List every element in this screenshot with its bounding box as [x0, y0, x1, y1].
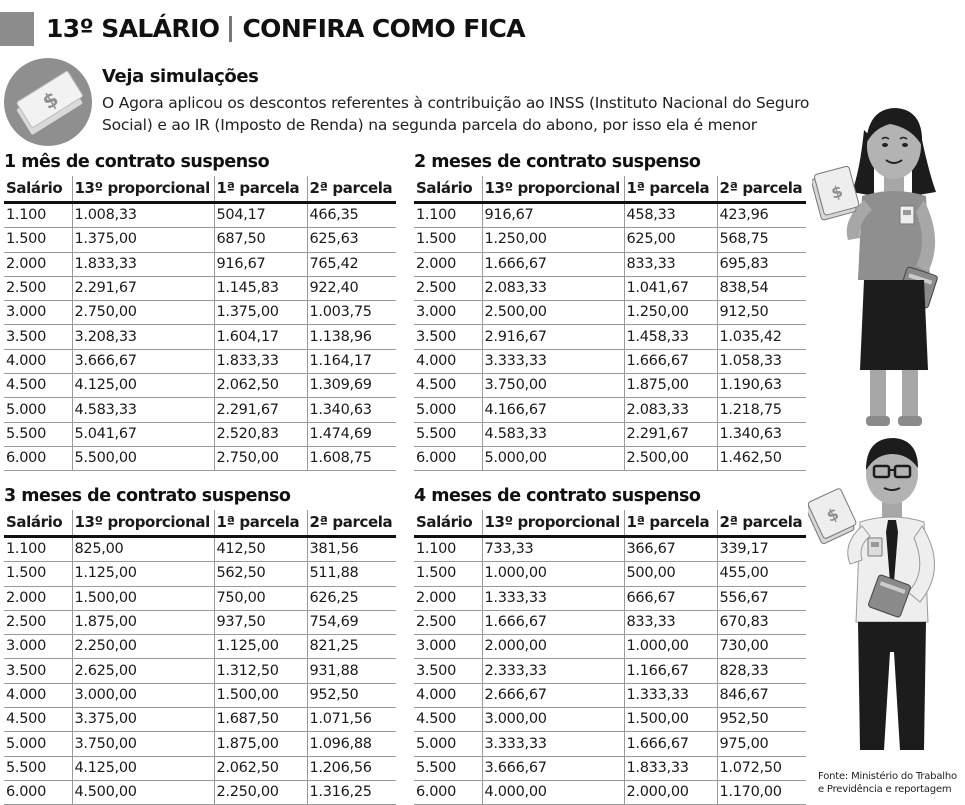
cell-salario: 4.500	[4, 708, 72, 732]
table-row	[4, 252, 396, 276]
cell-1a-parcela: 1.500,00	[214, 683, 307, 707]
cell-2a-parcela: 952,50	[717, 708, 806, 732]
header-square-marker	[0, 12, 34, 46]
table-row	[4, 537, 396, 562]
cell-1a-parcela: 1.375,00	[214, 301, 307, 325]
cell-salario: 5.000	[4, 732, 72, 756]
cell-13-proporcional: 2.625,00	[72, 659, 214, 683]
cell-1a-parcela: 687,50	[214, 228, 307, 252]
cell-1a-parcela: 1.875,00	[624, 374, 717, 398]
cell-salario: 4.500	[414, 708, 482, 732]
cell-1a-parcela: 1.000,00	[624, 635, 717, 659]
simulation-table	[414, 176, 806, 471]
cell-13-proporcional: 3.000,00	[72, 683, 214, 707]
cell-1a-parcela: 500,00	[624, 562, 717, 586]
cell-2a-parcela: 931,88	[307, 659, 396, 683]
cell-13-proporcional: 2.291,67	[72, 276, 214, 300]
column-header-2a-parcela: 2ª parcela	[307, 176, 396, 203]
table-block-4-months	[414, 482, 806, 805]
cell-13-proporcional: 1.125,00	[72, 562, 214, 586]
cell-1a-parcela: 412,50	[214, 537, 307, 562]
cell-salario: 4.000	[4, 683, 72, 707]
cell-2a-parcela: 1.003,75	[307, 301, 396, 325]
table-row	[414, 635, 806, 659]
cell-13-proporcional: 825,00	[72, 537, 214, 562]
cell-1a-parcela: 1.604,17	[214, 325, 307, 349]
cell-1a-parcela: 1.125,00	[214, 635, 307, 659]
table-row	[4, 325, 396, 349]
cell-salario: 3.500	[414, 659, 482, 683]
cell-2a-parcela: 730,00	[717, 635, 806, 659]
cell-13-proporcional: 5.500,00	[72, 446, 214, 470]
cell-2a-parcela: 511,88	[307, 562, 396, 586]
cell-13-proporcional: 3.333,33	[482, 732, 624, 756]
cell-2a-parcela: 952,50	[307, 683, 396, 707]
cell-salario: 2.000	[414, 586, 482, 610]
cell-2a-parcela: 556,67	[717, 586, 806, 610]
table-row	[414, 537, 806, 562]
cell-2a-parcela: 1.206,56	[307, 756, 396, 780]
money-bill-icon	[4, 58, 92, 146]
column-header-2a-parcela: 2ª parcela	[307, 510, 396, 537]
cell-1a-parcela: 2.250,00	[214, 780, 307, 804]
cell-13-proporcional: 4.000,00	[482, 780, 624, 804]
cell-2a-parcela: 1.058,33	[717, 349, 806, 373]
cell-1a-parcela: 2.291,67	[624, 422, 717, 446]
cell-salario: 3.000	[414, 301, 482, 325]
cell-13-proporcional: 2.333,33	[482, 659, 624, 683]
cell-13-proporcional: 2.750,00	[72, 301, 214, 325]
table-row	[4, 374, 396, 398]
cell-2a-parcela: 339,17	[717, 537, 806, 562]
cell-salario: 2.500	[414, 610, 482, 634]
cell-2a-parcela: 828,33	[717, 659, 806, 683]
cell-salario: 2.000	[414, 252, 482, 276]
cell-13-proporcional: 2.500,00	[482, 301, 624, 325]
cell-salario: 1.500	[414, 228, 482, 252]
cell-1a-parcela: 2.062,50	[214, 756, 307, 780]
cell-2a-parcela: 381,56	[307, 537, 396, 562]
column-header-salario: Salário	[4, 176, 72, 203]
cell-2a-parcela: 754,69	[307, 610, 396, 634]
cell-13-proporcional: 3.666,67	[72, 349, 214, 373]
cell-2a-parcela: 846,67	[717, 683, 806, 707]
intro-title: Veja simulações	[102, 66, 259, 87]
cell-1a-parcela: 666,67	[624, 586, 717, 610]
column-header-1a-parcela: 1ª parcela	[624, 510, 717, 537]
table-row	[414, 203, 806, 228]
cell-2a-parcela: 466,35	[307, 203, 396, 228]
cell-2a-parcela: 670,83	[717, 610, 806, 634]
cell-salario: 5.000	[414, 732, 482, 756]
cell-2a-parcela: 1.316,25	[307, 780, 396, 804]
cell-salario: 1.100	[4, 537, 72, 562]
cell-13-proporcional: 1.666,67	[482, 610, 624, 634]
cell-13-proporcional: 1.333,33	[482, 586, 624, 610]
cell-1a-parcela: 366,67	[624, 537, 717, 562]
cell-salario: 2.500	[4, 610, 72, 634]
cell-13-proporcional: 916,67	[482, 203, 624, 228]
woman-holding-money-illustration	[812, 100, 962, 434]
column-header-salario: Salário	[4, 510, 72, 537]
cell-1a-parcela: 833,33	[624, 610, 717, 634]
cell-salario: 6.000	[414, 780, 482, 804]
table-row	[414, 276, 806, 300]
table-row	[4, 446, 396, 470]
column-header-13-proporcional: 13º proporcional	[72, 176, 214, 203]
cell-1a-parcela: 750,00	[214, 586, 307, 610]
table-row	[414, 586, 806, 610]
cell-13-proporcional: 4.125,00	[72, 374, 214, 398]
cell-2a-parcela: 1.035,42	[717, 325, 806, 349]
cell-13-proporcional: 5.041,67	[72, 422, 214, 446]
table-row	[4, 276, 396, 300]
cell-salario: 2.500	[414, 276, 482, 300]
cell-salario: 4.500	[4, 374, 72, 398]
table-row	[4, 610, 396, 634]
cell-1a-parcela: 1.312,50	[214, 659, 307, 683]
table-row	[414, 446, 806, 470]
cell-13-proporcional: 3.750,00	[72, 732, 214, 756]
simulation-table	[4, 510, 396, 805]
cell-2a-parcela: 625,63	[307, 228, 396, 252]
table-title: 3 meses de contrato suspenso	[4, 486, 291, 506]
cell-salario: 5.500	[414, 422, 482, 446]
title-separator	[229, 16, 232, 42]
cell-2a-parcela: 1.474,69	[307, 422, 396, 446]
cell-salario: 5.000	[4, 398, 72, 422]
table-row	[4, 659, 396, 683]
cell-salario: 5.500	[4, 422, 72, 446]
cell-salario: 3.500	[4, 325, 72, 349]
table-row	[414, 422, 806, 446]
cell-1a-parcela: 916,67	[214, 252, 307, 276]
cell-13-proporcional: 2.083,33	[482, 276, 624, 300]
table-block-1-month	[4, 148, 396, 471]
cell-2a-parcela: 1.096,88	[307, 732, 396, 756]
cell-13-proporcional: 3.666,67	[482, 756, 624, 780]
column-header-13-proporcional: 13º proporcional	[482, 176, 624, 203]
cell-1a-parcela: 1.666,67	[624, 349, 717, 373]
cell-salario: 5.500	[414, 756, 482, 780]
cell-13-proporcional: 3.333,33	[482, 349, 624, 373]
column-header-salario: Salário	[414, 176, 482, 203]
svg-text:$: $	[829, 181, 845, 203]
table-row	[4, 301, 396, 325]
table-title: 1 mês de contrato suspenso	[4, 152, 270, 172]
column-header-2a-parcela: 2ª parcela	[717, 510, 806, 537]
cell-2a-parcela: 922,40	[307, 276, 396, 300]
cell-salario: 3.000	[4, 635, 72, 659]
table-header-row	[414, 176, 806, 203]
table-row	[414, 398, 806, 422]
column-header-salario: Salário	[414, 510, 482, 537]
column-header-1a-parcela: 1ª parcela	[214, 510, 307, 537]
cell-1a-parcela: 1.833,33	[214, 349, 307, 373]
table-row	[414, 610, 806, 634]
cell-1a-parcela: 833,33	[624, 252, 717, 276]
cell-salario: 6.000	[4, 780, 72, 804]
table-row	[414, 228, 806, 252]
cell-13-proporcional: 4.125,00	[72, 756, 214, 780]
cell-13-proporcional: 4.583,33	[72, 398, 214, 422]
cell-2a-parcela: 695,83	[717, 252, 806, 276]
cell-1a-parcela: 1.833,33	[624, 756, 717, 780]
table-row	[4, 635, 396, 659]
table-row	[414, 252, 806, 276]
cell-1a-parcela: 1.333,33	[624, 683, 717, 707]
column-header-1a-parcela: 1ª parcela	[624, 176, 717, 203]
cell-1a-parcela: 937,50	[214, 610, 307, 634]
table-row	[4, 422, 396, 446]
cell-13-proporcional: 2.916,67	[482, 325, 624, 349]
cell-2a-parcela: 1.462,50	[717, 446, 806, 470]
cell-1a-parcela: 2.291,67	[214, 398, 307, 422]
cell-2a-parcela: 1.340,63	[717, 422, 806, 446]
cell-1a-parcela: 1.666,67	[624, 732, 717, 756]
cell-13-proporcional: 4.500,00	[72, 780, 214, 804]
cell-salario: 3.500	[4, 659, 72, 683]
cell-1a-parcela: 2.750,00	[214, 446, 307, 470]
cell-2a-parcela: 1.340,63	[307, 398, 396, 422]
cell-salario: 1.500	[414, 562, 482, 586]
cell-salario: 1.500	[4, 562, 72, 586]
cell-1a-parcela: 504,17	[214, 203, 307, 228]
cell-1a-parcela: 458,33	[624, 203, 717, 228]
table-row	[414, 374, 806, 398]
table-row	[414, 732, 806, 756]
cell-13-proporcional: 1.375,00	[72, 228, 214, 252]
cell-2a-parcela: 626,25	[307, 586, 396, 610]
cell-1a-parcela: 2.520,83	[214, 422, 307, 446]
cell-13-proporcional: 1.008,33	[72, 203, 214, 228]
cell-salario: 2.500	[4, 276, 72, 300]
cell-1a-parcela: 2.062,50	[214, 374, 307, 398]
cell-1a-parcela: 2.500,00	[624, 446, 717, 470]
cell-13-proporcional: 3.208,33	[72, 325, 214, 349]
cell-13-proporcional: 1.833,33	[72, 252, 214, 276]
cell-salario: 4.500	[414, 374, 482, 398]
intro-text: O Agora aplicou os descontos referentes à contribuição ao INSS (Instituto Nacional do Seguro Social) e ao IR (Imposto de Renda) na segunda parcela do abono, por isso ela é menor	[102, 94, 810, 134]
table-row	[4, 683, 396, 707]
source-line-2: e Previdência e reportagem	[818, 783, 952, 795]
cell-1a-parcela: 2.083,33	[624, 398, 717, 422]
column-header-1a-parcela: 1ª parcela	[214, 176, 307, 203]
cell-13-proporcional: 3.000,00	[482, 708, 624, 732]
cell-2a-parcela: 912,50	[717, 301, 806, 325]
man-holding-money-illustration	[808, 432, 958, 766]
source-note	[818, 771, 957, 796]
table-row	[4, 780, 396, 804]
cell-13-proporcional: 1.500,00	[72, 586, 214, 610]
cell-2a-parcela: 455,00	[717, 562, 806, 586]
column-header-13-proporcional: 13º proporcional	[72, 510, 214, 537]
cell-salario: 3.000	[4, 301, 72, 325]
simulation-table	[4, 176, 396, 471]
table-row	[4, 708, 396, 732]
cell-13-proporcional: 3.750,00	[482, 374, 624, 398]
table-block-2-months	[414, 148, 806, 471]
cell-1a-parcela: 1.458,33	[624, 325, 717, 349]
cell-13-proporcional: 4.166,67	[482, 398, 624, 422]
table-header-row	[4, 176, 396, 203]
cell-salario: 4.000	[4, 349, 72, 373]
cell-2a-parcela: 423,96	[717, 203, 806, 228]
table-row	[414, 325, 806, 349]
cell-2a-parcela: 975,00	[717, 732, 806, 756]
cell-13-proporcional: 1.666,67	[482, 252, 624, 276]
cell-salario: 5.500	[4, 756, 72, 780]
cell-1a-parcela: 1.250,00	[624, 301, 717, 325]
cell-13-proporcional: 4.583,33	[482, 422, 624, 446]
column-header-13-proporcional: 13º proporcional	[482, 510, 624, 537]
table-row	[414, 659, 806, 683]
cell-13-proporcional: 2.000,00	[482, 635, 624, 659]
cell-salario: 1.100	[414, 537, 482, 562]
source-line-1: Fonte: Ministério do Trabalho	[818, 771, 957, 782]
table-header-row	[4, 510, 396, 537]
cell-2a-parcela: 1.138,96	[307, 325, 396, 349]
cell-salario: 6.000	[414, 446, 482, 470]
cell-13-proporcional: 2.250,00	[72, 635, 214, 659]
cell-2a-parcela: 1.170,00	[717, 780, 806, 804]
cell-13-proporcional: 733,33	[482, 537, 624, 562]
cell-1a-parcela: 2.000,00	[624, 780, 717, 804]
table-row	[4, 732, 396, 756]
cell-2a-parcela: 838,54	[717, 276, 806, 300]
cell-13-proporcional: 1.250,00	[482, 228, 624, 252]
cell-1a-parcela: 1.145,83	[214, 276, 307, 300]
cell-1a-parcela: 562,50	[214, 562, 307, 586]
cell-2a-parcela: 1.309,69	[307, 374, 396, 398]
cell-2a-parcela: 1.071,56	[307, 708, 396, 732]
simulation-table	[414, 510, 806, 805]
table-row	[414, 349, 806, 373]
page-title	[46, 12, 525, 46]
cell-13-proporcional: 1.875,00	[72, 610, 214, 634]
cell-salario: 5.000	[414, 398, 482, 422]
cell-salario: 1.100	[414, 203, 482, 228]
table-row	[4, 756, 396, 780]
column-header-2a-parcela: 2ª parcela	[717, 176, 806, 203]
cell-2a-parcela: 1.218,75	[717, 398, 806, 422]
table-row	[4, 203, 396, 228]
cell-salario: 3.500	[414, 325, 482, 349]
cell-2a-parcela: 1.072,50	[717, 756, 806, 780]
cell-salario: 2.000	[4, 586, 72, 610]
cell-1a-parcela: 1.875,00	[214, 732, 307, 756]
table-row	[414, 708, 806, 732]
cell-13-proporcional: 3.375,00	[72, 708, 214, 732]
cell-salario: 2.000	[4, 252, 72, 276]
cell-13-proporcional: 2.666,67	[482, 683, 624, 707]
svg-text:$: $	[38, 86, 63, 115]
cell-salario: 6.000	[4, 446, 72, 470]
cell-13-proporcional: 1.000,00	[482, 562, 624, 586]
table-title: 2 meses de contrato suspenso	[414, 152, 701, 172]
table-row	[4, 228, 396, 252]
cell-13-proporcional: 5.000,00	[482, 446, 624, 470]
table-row	[414, 683, 806, 707]
cell-salario: 3.000	[414, 635, 482, 659]
cell-1a-parcela: 1.041,67	[624, 276, 717, 300]
table-header-row	[414, 510, 806, 537]
cell-1a-parcela: 1.500,00	[624, 708, 717, 732]
table-row	[4, 562, 396, 586]
table-row	[4, 586, 396, 610]
cell-2a-parcela: 821,25	[307, 635, 396, 659]
cell-salario: 1.500	[4, 228, 72, 252]
table-row	[414, 562, 806, 586]
table-row	[4, 349, 396, 373]
table-block-3-months	[4, 482, 396, 805]
cell-2a-parcela: 765,42	[307, 252, 396, 276]
cell-salario: 4.000	[414, 683, 482, 707]
cell-2a-parcela: 1.608,75	[307, 446, 396, 470]
table-row	[414, 301, 806, 325]
cell-salario: 1.100	[4, 203, 72, 228]
cell-salario: 4.000	[414, 349, 482, 373]
cell-1a-parcela: 1.687,50	[214, 708, 307, 732]
table-title: 4 meses de contrato suspenso	[414, 486, 701, 506]
table-row	[4, 398, 396, 422]
svg-text:$: $	[823, 503, 842, 526]
page-title-part2: CONFIRA COMO FICA	[242, 14, 525, 43]
cell-2a-parcela: 1.190,63	[717, 374, 806, 398]
table-row	[414, 780, 806, 804]
cell-1a-parcela: 625,00	[624, 228, 717, 252]
cell-1a-parcela: 1.166,67	[624, 659, 717, 683]
cell-2a-parcela: 1.164,17	[307, 349, 396, 373]
cell-2a-parcela: 568,75	[717, 228, 806, 252]
page-title-part1: 13º SALÁRIO	[46, 14, 220, 43]
table-row	[414, 756, 806, 780]
